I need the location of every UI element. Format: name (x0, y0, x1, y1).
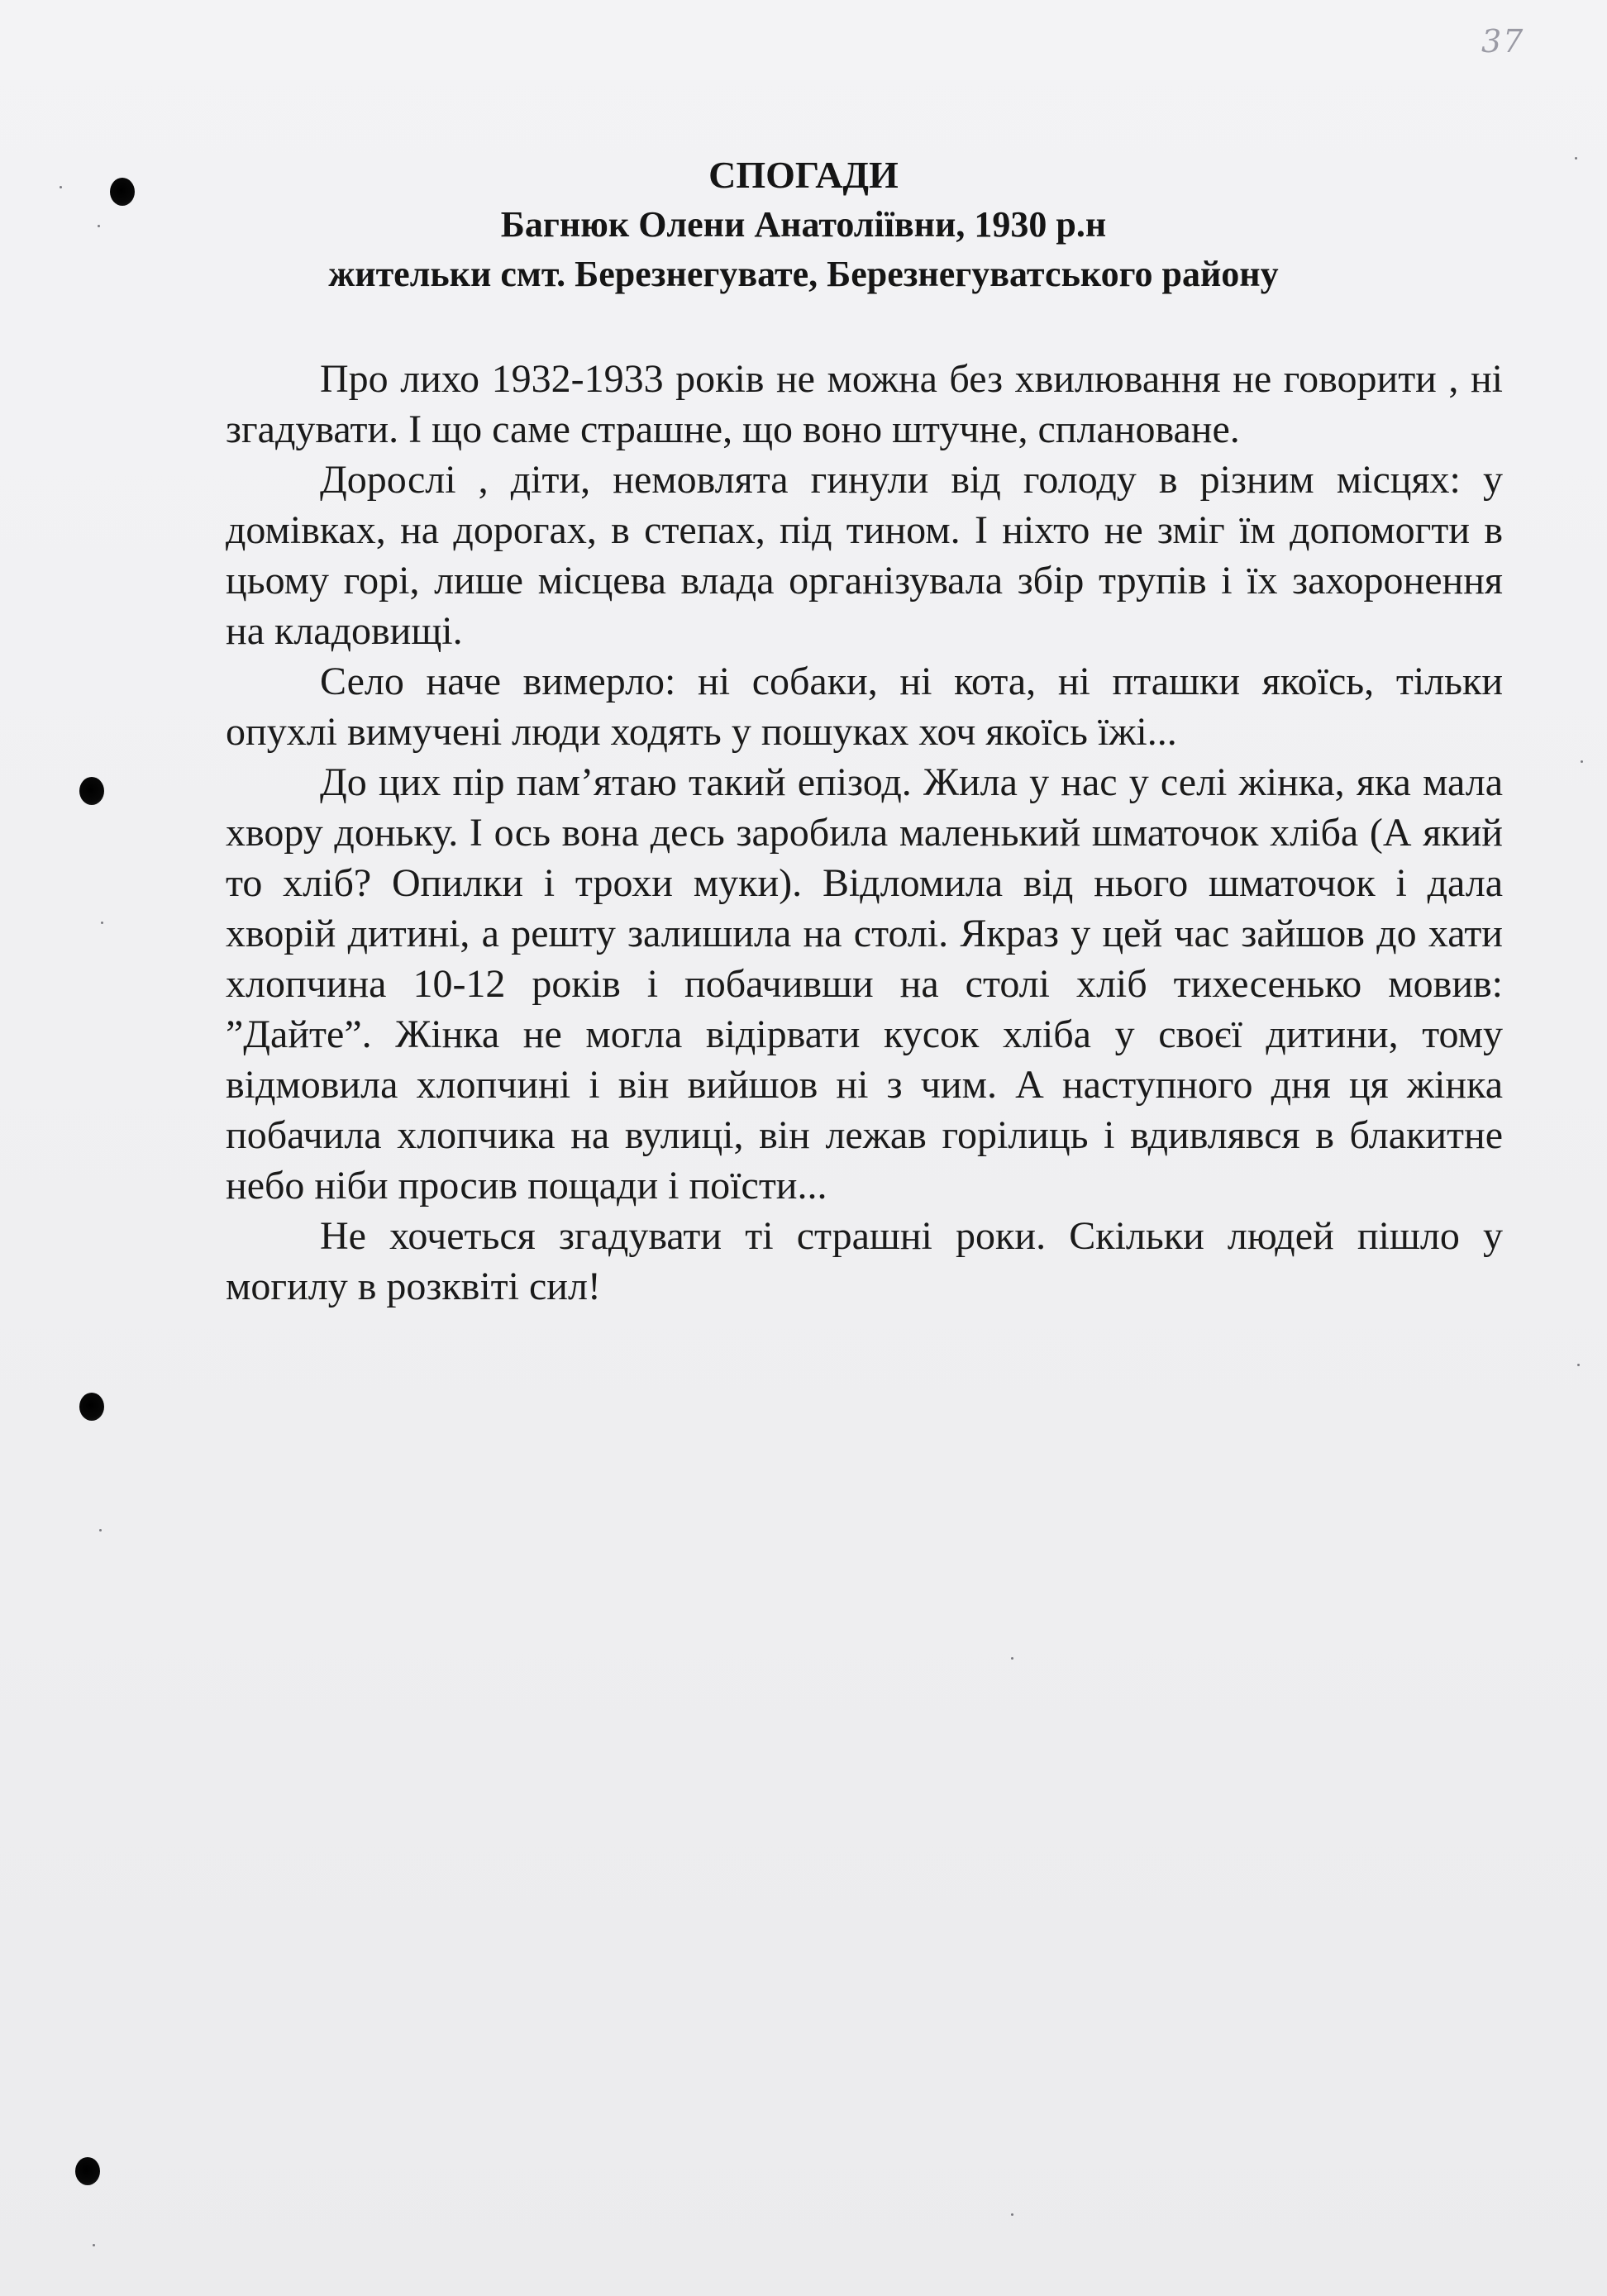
paper-speck (1581, 760, 1583, 763)
residence-line: жительки смт. Березнегувате, Березнегуватського району (328, 254, 1279, 294)
paragraph: Село наче вимерло: ні собаки, ні кота, ні пташки якоїсь, тільки опухлі вимучені люди ходять у пошуках хоч якоїсь їжі... (226, 660, 1503, 754)
paragraph: Не хочеться згадувати ті страшні роки. Скільки людей пішло у могилу в розквіті сил! (226, 1214, 1503, 1308)
paper-speck (1577, 1364, 1580, 1366)
paper-speck (1011, 2213, 1013, 2216)
punch-hole (79, 777, 104, 805)
paper-speck (1011, 1657, 1013, 1660)
paragraph: Дорослі , діти, немовлята гинули від голоду в різним місцях: у домівках, на дорогах, в степах, під тином. І ніхто не зміг їм допомогти в цьому горі, лише місцева влада організувала збір трупів і їх захоронення на кладовищі. (226, 458, 1503, 653)
paragraph: До цих пір пам’ятаю такий епізод. Жила у нас у селі жінка, яка мала хвору доньку. І ось вона десь заробила маленький шматочок хліба (А який то хліб? Опилки і трохи муки). Відломила від нього шматочок і дала хворій дитині, а решту залишила на столі. Якраз у цей час зайшов до хати хлопчина 10-12 років і побачивши на столі хліб тихесенько мовив: ”Дайте”. Жінка не могла відірвати кусок хліба у своєї дитини, тому відмовила хлопчині і він вийшов ні з чим. А наступного дня ця жінка побачила хлопчика на вулиці, він лежав горілиць і вдивлявся в блакитне небо ніби просив пощади і поїсти... (226, 760, 1503, 1208)
punch-hole (75, 2157, 100, 2185)
memoir-body (226, 354, 1503, 1312)
paper-speck (101, 922, 103, 924)
author-line: Багнюк Олени Анатоліївни, 1930 р.н (500, 204, 1107, 245)
document-header (0, 150, 1607, 299)
page-number: 37 (1481, 23, 1525, 60)
paper-speck (93, 2244, 95, 2246)
document-title: СПОГАДИ (708, 154, 899, 196)
paragraph: Про лихо 1932-1933 років не можна без хвилювання не говорити , ні згадувати. І що саме страшне, що воно штучне, сплановане. (226, 357, 1503, 451)
paper-speck (99, 1529, 102, 1531)
punch-hole (79, 1393, 104, 1421)
